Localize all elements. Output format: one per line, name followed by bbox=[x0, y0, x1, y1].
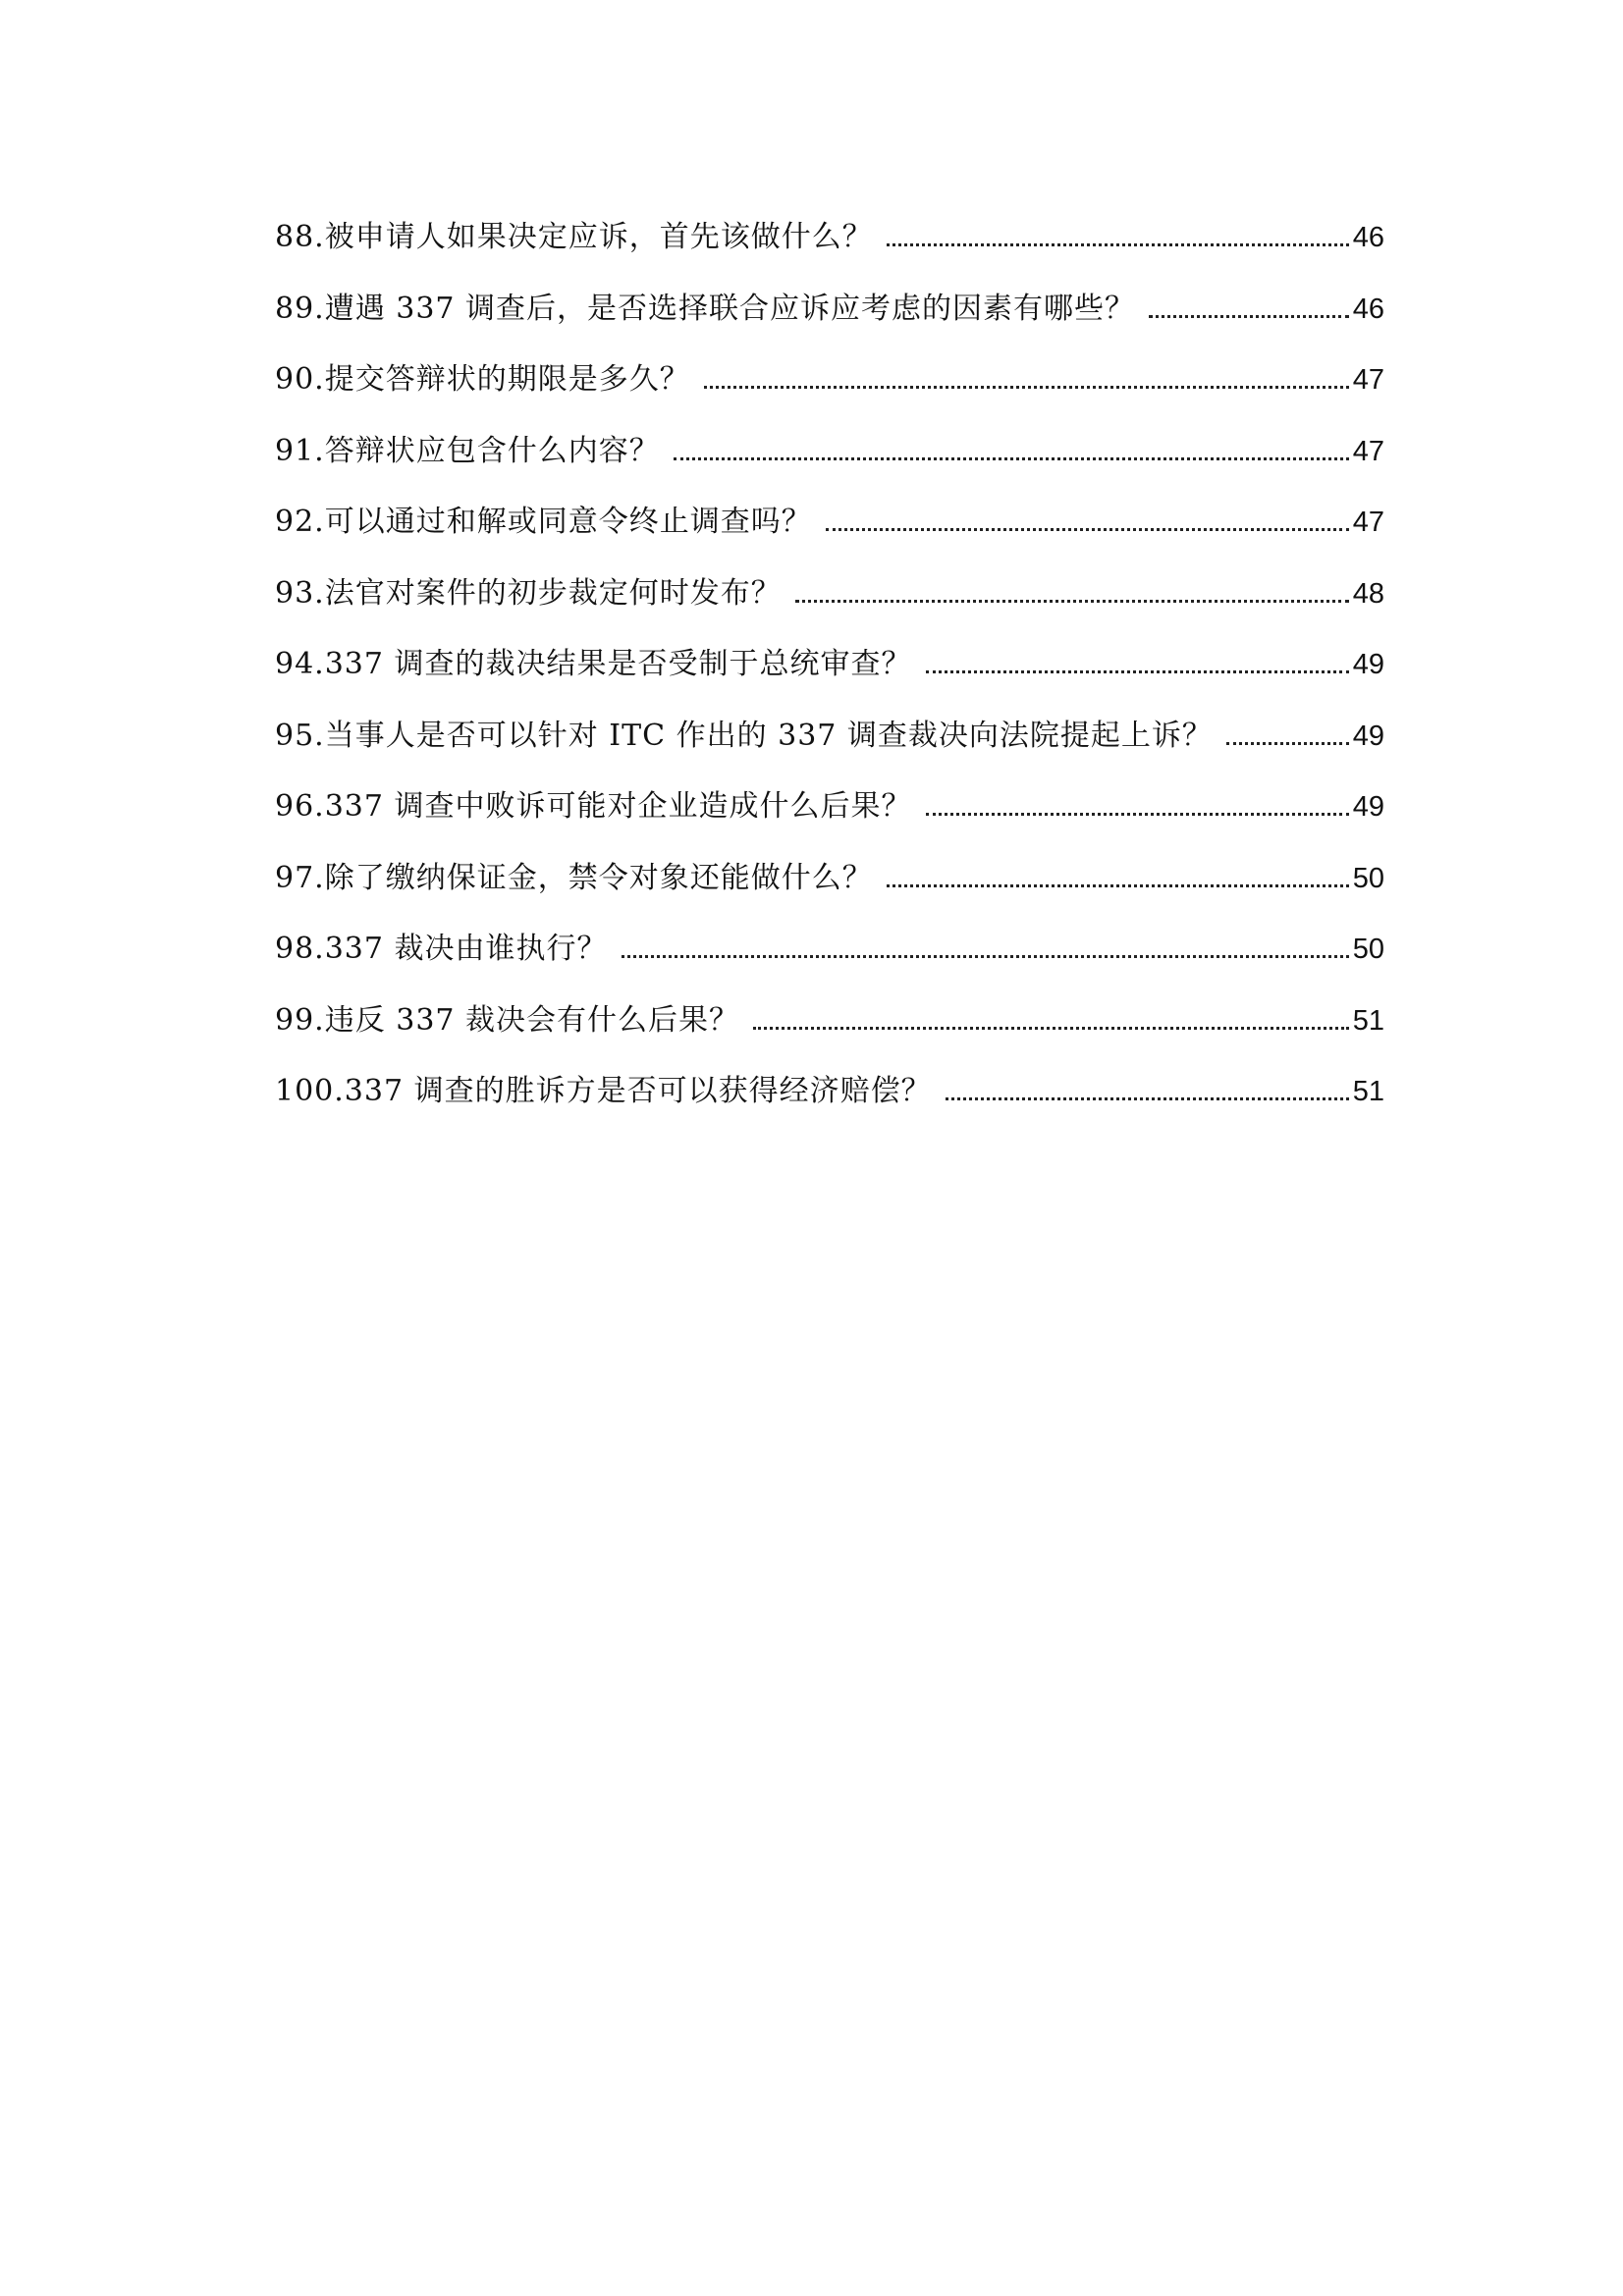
toc-entry-page: 46 bbox=[1352, 293, 1384, 325]
toc-entry-page: 48 bbox=[1352, 577, 1384, 610]
toc-leader-dots bbox=[704, 386, 1349, 389]
table-of-contents bbox=[275, 218, 1384, 1144]
toc-leader-dots bbox=[887, 884, 1349, 887]
toc-entry-title: 97.除了缴纳保证金，禁令对象还能做什么？ bbox=[275, 860, 873, 895]
toc-entry-title: 88.被申请人如果决定应诉，首先该做什么？ bbox=[275, 220, 873, 254]
toc-leader-dots bbox=[795, 600, 1349, 603]
toc-leader-dots bbox=[753, 1027, 1349, 1030]
toc-entry-title: 92.可以通过和解或同意令终止调查吗？ bbox=[275, 505, 812, 539]
toc-entry-page: 46 bbox=[1352, 222, 1384, 253]
toc-leader-dots bbox=[622, 955, 1349, 958]
toc-leader-dots bbox=[674, 457, 1349, 460]
toc-entry-page: 51 bbox=[1352, 1004, 1384, 1037]
toc-entry-page: 50 bbox=[1352, 934, 1384, 965]
toc-entry-page: 47 bbox=[1352, 435, 1384, 467]
toc-leader-dots bbox=[926, 670, 1349, 673]
toc-entry-88[interactable] bbox=[275, 218, 1384, 290]
toc-entry-page: 49 bbox=[1352, 791, 1384, 823]
toc-leader-dots bbox=[1149, 315, 1349, 318]
toc-entry-100[interactable] bbox=[275, 1072, 1384, 1144]
toc-entry-98[interactable] bbox=[275, 930, 1384, 1001]
toc-leader-dots bbox=[887, 243, 1349, 246]
toc-entry-97[interactable] bbox=[275, 859, 1384, 931]
toc-entry-page: 50 bbox=[1352, 862, 1384, 894]
toc-entry-page: 47 bbox=[1352, 507, 1384, 538]
toc-entry-94[interactable] bbox=[275, 645, 1384, 717]
toc-entry-page: 51 bbox=[1352, 1076, 1384, 1107]
toc-entry-90[interactable] bbox=[275, 360, 1384, 432]
toc-entry-page: 49 bbox=[1352, 720, 1384, 752]
toc-entry-92[interactable] bbox=[275, 503, 1384, 574]
toc-leader-dots bbox=[826, 528, 1349, 531]
toc-entry-title: 96.337 调查中败诉可能对企业造成什么后果？ bbox=[275, 789, 912, 824]
toc-entry-title: 94.337 调查的裁决结果是否受制于总统审查？ bbox=[275, 647, 912, 681]
toc-leader-dots bbox=[946, 1097, 1349, 1100]
toc-entry-title: 95.当事人是否可以针对 ITC 作出的 337 调查裁决向法院提起上诉？ bbox=[275, 718, 1213, 753]
toc-entry-page: 47 bbox=[1352, 364, 1384, 396]
toc-entry-91[interactable] bbox=[275, 432, 1384, 504]
toc-entry-title: 100.337 调查的胜诉方是否可以获得经济赔偿？ bbox=[275, 1074, 932, 1108]
toc-entry-99[interactable] bbox=[275, 1001, 1384, 1073]
toc-entry-title: 93.法官对案件的初步裁定何时发布？ bbox=[275, 575, 782, 611]
toc-entry-title: 89.遭遇 337 调查后，是否选择联合应诉应考虑的因素有哪些？ bbox=[275, 291, 1136, 326]
toc-entry-title: 90.提交答辩状的期限是多久？ bbox=[275, 362, 690, 397]
toc-entry-89[interactable] bbox=[275, 290, 1384, 361]
toc-entry-95[interactable] bbox=[275, 717, 1384, 788]
toc-entry-page: 49 bbox=[1352, 649, 1384, 680]
toc-entry-title: 99.违反 337 裁决会有什么后果？ bbox=[275, 1002, 740, 1038]
toc-entry-title: 91.答辩状应包含什么内容？ bbox=[275, 433, 660, 468]
toc-entry-96[interactable] bbox=[275, 787, 1384, 859]
toc-leader-dots bbox=[926, 813, 1349, 816]
toc-entry-93[interactable] bbox=[275, 574, 1384, 646]
toc-entry-title: 98.337 裁决由谁执行？ bbox=[275, 932, 608, 966]
toc-leader-dots bbox=[1226, 742, 1349, 745]
